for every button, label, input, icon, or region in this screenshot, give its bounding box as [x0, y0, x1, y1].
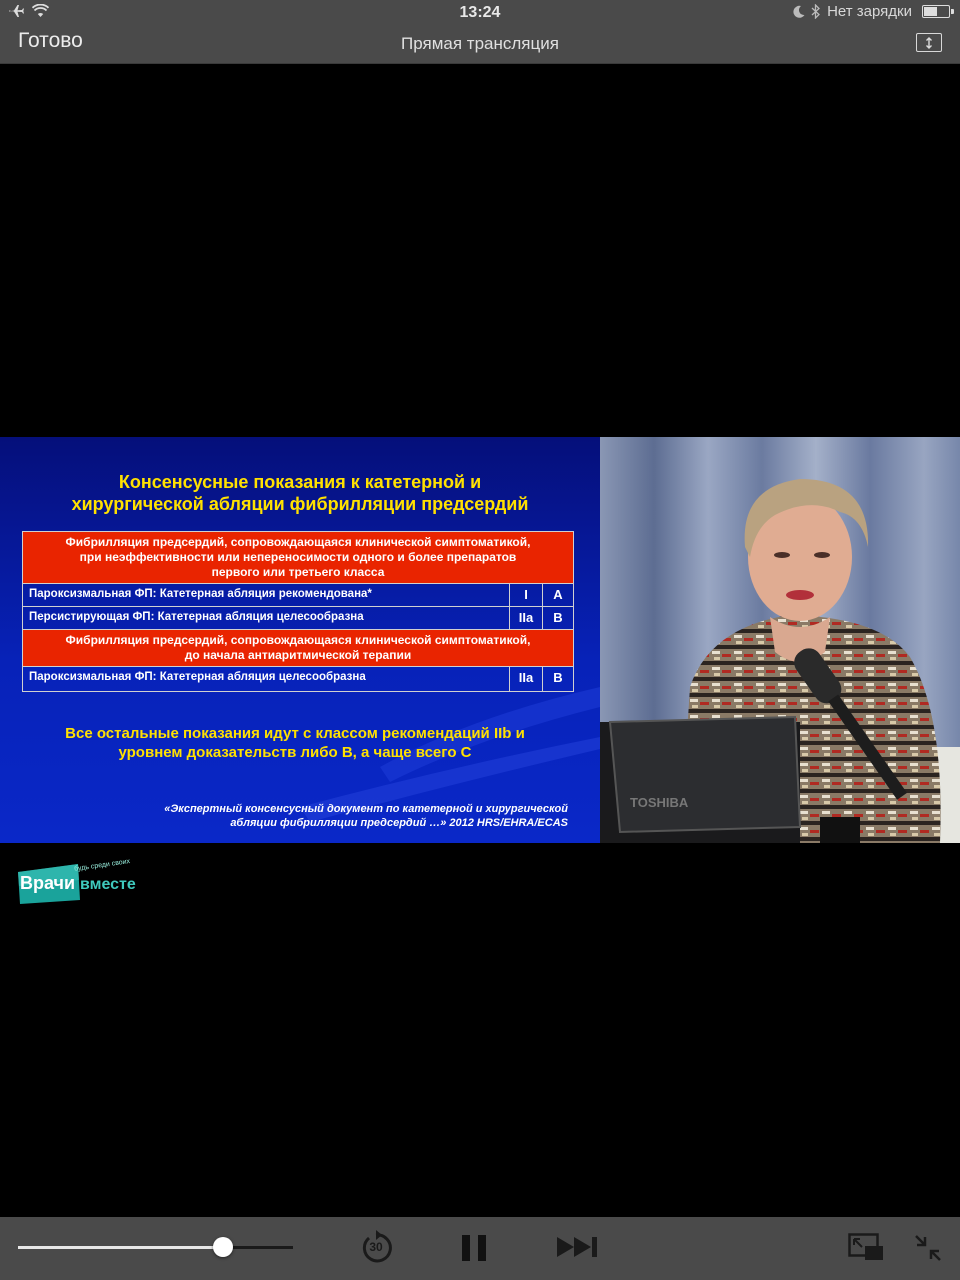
table-section-header: Фибрилляция предсердий, сопровождающаяся клинической симптоматикой, до начала антиаритмической терапии	[23, 630, 573, 667]
status-bar	[0, 0, 960, 26]
exit-fullscreen-icon	[913, 1233, 943, 1263]
aspect-ratio-button[interactable]	[916, 33, 942, 52]
video-frame[interactable]	[0, 437, 960, 843]
brand-logo	[16, 860, 146, 906]
skip-back-button[interactable]	[358, 1230, 394, 1271]
battery-icon	[922, 5, 950, 18]
player-nav-bar	[0, 26, 960, 64]
table-row: Персистирующая ФП: Катетерная абляция целесообразна IIa B	[23, 607, 573, 630]
aspect-fill-icon	[924, 37, 934, 49]
player-controls	[0, 1217, 960, 1280]
page-title: Прямая трансляция	[401, 34, 559, 53]
speaker-video-image	[600, 437, 960, 843]
picture-in-picture-button[interactable]	[848, 1233, 884, 1268]
scrubber-played	[18, 1246, 223, 1249]
pause-icon	[460, 1234, 488, 1262]
table-section-header: Фибрилляция предсердий, сопровождающаяся клинической симптоматикой, при неэффективности или непереносимости одного и более препаратов первого или третьего класса	[23, 532, 573, 584]
skip-forward-icon	[556, 1236, 600, 1258]
slide-summary: Все остальные показания идут с классом рекомендаций IIb и уровнем доказательств либо В, а чаще всего С	[65, 725, 525, 761]
done-button[interactable]: Готово	[18, 29, 83, 52]
moon-icon	[793, 5, 805, 18]
brand-tagline: будь среди своих	[73, 858, 131, 873]
charging-status-text: Нет зарядки	[827, 3, 912, 20]
recommendations-table	[22, 531, 574, 692]
presentation-slide	[0, 437, 600, 843]
speaker-camera-feed	[600, 437, 960, 843]
brand-name-part1: Врачи	[20, 873, 76, 893]
slide-title: Консенсусные показания к катетерной и хирургической абляции фибрилляции предсердий	[71, 472, 529, 514]
table-row: Пароксизмальная ФП: Катетерная абляция целесообразна IIa B	[23, 667, 573, 691]
scrubber[interactable]	[18, 1246, 293, 1249]
pause-button[interactable]	[460, 1234, 488, 1267]
brand-name-part2: вместе	[80, 876, 136, 893]
exit-fullscreen-button[interactable]	[913, 1233, 943, 1268]
table-row: Пароксизмальная ФП: Катетерная абляция рекомендована* I A	[23, 584, 573, 607]
scrubber-handle[interactable]	[213, 1237, 233, 1257]
skip-back-seconds: 30	[369, 1240, 383, 1254]
laptop-brand-text: TOSHIBA	[630, 795, 689, 810]
picture-in-picture-icon	[848, 1233, 884, 1263]
slide-reference: «Экспертный консенсусный документ по катетерной и хирургической абляции фибрилляции предсердий …» 2012 HRS/EHRA/ECAS	[164, 803, 568, 829]
bluetooth-icon	[811, 4, 821, 19]
status-time: 13:24	[459, 4, 501, 21]
next-track-button[interactable]	[556, 1236, 600, 1263]
